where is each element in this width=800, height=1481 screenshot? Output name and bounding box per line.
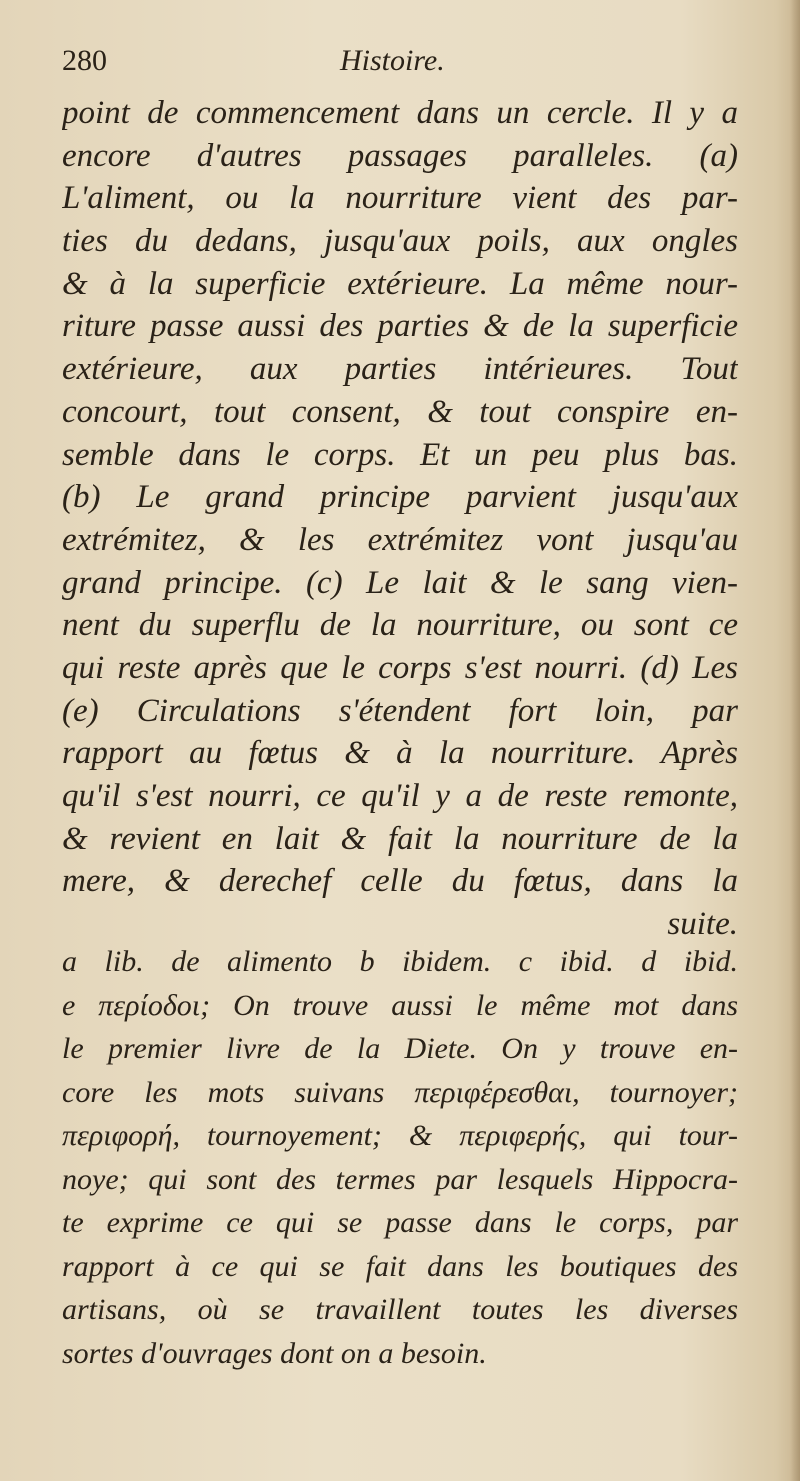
footnote-line: core les mots suivans περιφέρεσθαι, tournoyer;	[62, 1075, 738, 1109]
footnotes	[62, 940, 738, 1375]
text-line: L'aliment, ou la nourriture vient des par-	[62, 180, 738, 217]
text-line: extrémitez, & les extrémitez vont jusqu'au	[62, 521, 738, 558]
text-line: qu'il s'est nourri, ce qu'il y a de reste remonte,	[62, 778, 738, 814]
text-line: riture passe aussi des parties & de la superficie	[62, 308, 738, 345]
footnote-line: e περίοδοι; On trouve aussi le même mot dans	[62, 988, 738, 1022]
footnote-line: te exprime ce qui se passe dans le corps, par	[62, 1206, 738, 1239]
text-line: extérieure, aux parties intérieures. Tout	[62, 351, 738, 388]
text-line: rapport au fœtus & à la nourriture. Après	[62, 735, 738, 772]
text-line: & revient en lait & fait la nourriture de la	[62, 820, 738, 857]
footnote-line: περιφορή, tournoyement; & περιφερής, qui tour-	[62, 1119, 738, 1152]
text-line: mere, & derechef celle du fœtus, dans la	[62, 863, 738, 900]
text-line: encore d'autres passages paralleles. (a)	[62, 137, 738, 174]
page-number: 280	[62, 44, 107, 77]
footnote-line: rapport à ce qui se fait dans les boutiques des	[62, 1249, 738, 1283]
text-line: (b) Le grand principe parvient jusqu'aux	[62, 479, 738, 516]
text-line: grand principe. (c) Le lait & le sang vien-	[62, 564, 738, 601]
text-line: (e) Circulations s'étendent fort loin, par	[62, 692, 738, 729]
text-line: ties du dedans, jusqu'aux poils, aux ongles	[62, 223, 738, 260]
page-header	[62, 44, 742, 84]
text-line: qui reste après que le corps s'est nourri. (d) Les	[62, 649, 738, 686]
footnote-line: noye; qui sont des termes par lesquels Hippocra-	[62, 1162, 738, 1196]
text-line: concourt, tout consent, & tout conspire en-	[62, 393, 738, 430]
main-text	[62, 92, 738, 946]
footnote-line: a lib. de alimento b ibidem. c ibid. d ibid.	[62, 945, 738, 978]
text-line: nent du superflu de la nourriture, ou sont ce	[62, 607, 738, 644]
footnote-line: artisans, où se travaillent toutes les diverses	[62, 1293, 738, 1326]
page-edge-shadow	[790, 0, 800, 1481]
running-title: Histoire.	[340, 44, 445, 77]
footnote-line: le premier livre de la Diete. On y trouve en-	[62, 1032, 738, 1065]
text-line: & à la superficie extérieure. La même nour-	[62, 265, 738, 302]
text-line: point de commencement dans un cercle. Il y a	[62, 95, 738, 131]
text-line: semble dans le corps. Et un peu plus bas.	[62, 436, 738, 473]
footnote-line: sortes d'ouvrages dont on a besoin.	[62, 1336, 487, 1370]
text-line: suite.	[667, 906, 738, 943]
